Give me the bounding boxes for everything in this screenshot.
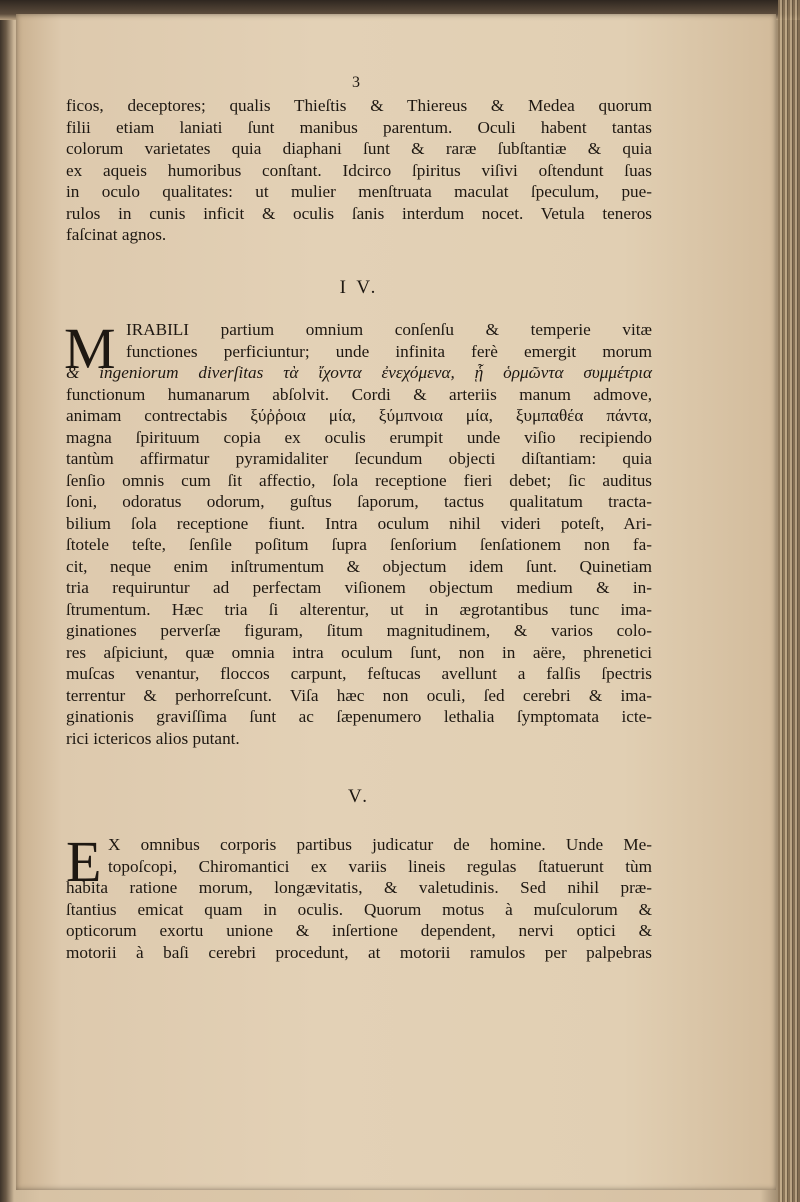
text-line: filii etiam laniati ſunt manibus parentum. Oculi habent tantas <box>66 117 652 137</box>
text-line: opticorum exortu unione & inſertione dependent, nervi optici & <box>66 921 652 940</box>
text-line: ginationes perverſæ figuram, ſitum magnitudinem, & varios colo- <box>66 621 652 640</box>
text-line: habita ratione morum, longævitatis, & valetudinis. Sed nihil præ- <box>66 878 652 897</box>
text-line: ſtrumentum. Hæc tria ſi alterentur, ut in ægrotantibus tunc ima- <box>66 599 652 619</box>
text-line: magna ſpirituum copia ex oculis erumpit unde viſio recipiendo <box>66 427 652 447</box>
text-line: ſtantius emicat quam in oculis. Quorum motus à muſculorum & <box>66 899 652 919</box>
text-line: topoſcopi, Chiromantici ex variis lineis regulas ſtatuerunt tùm <box>108 856 652 876</box>
text-line: functiones perficiuntur; unde infinita ferè emergit morum <box>126 341 652 361</box>
text-line: colorum varietates quia diaphani ſunt & raræ ſubſtantiæ & quia <box>66 139 652 158</box>
text-line: rici ictericos alios putant. <box>66 728 240 748</box>
text-line: ſoni, odoratus odorum, guſtus ſaporum, tactus qualitatum tracta- <box>66 492 652 511</box>
text-line: ex aqueis humoribus conſtant. Idcirco ſpiritus viſivi oſtendunt ſuas <box>66 160 652 180</box>
text-line: tantùm affirmatur pyramidaliter ſecundum objecti diſtantiam: quia <box>66 449 652 468</box>
text-line: in oculo qualitates: ut mulier menſtruata maculat ſpeculum, pue- <box>66 182 652 201</box>
text-line: functionum humanarum abſolvit. Cordi & arteriis manum admove, <box>66 384 652 404</box>
text-line: bilium ſola receptione fiunt. Intra oculum nihil videri poteſt, Ari- <box>66 513 652 533</box>
section-continuation <box>66 95 652 246</box>
text-line: rulos in cunis inficit & oculis ſanis interdum nocet. Vetula teneros <box>66 203 652 223</box>
text-line: faſcinat agnos. <box>66 225 167 244</box>
page-fore-edge <box>778 0 800 1202</box>
text-line: tria requiruntur ad perfectam viſionem objectum medium & in- <box>66 578 652 597</box>
drop-cap-m: M <box>64 316 116 381</box>
page-number: 3 <box>352 74 360 91</box>
drop-cap-e: E <box>66 829 102 894</box>
text-line: IRABILI partium omnium conſenſu & temperie vitæ <box>126 320 652 339</box>
text-line: ginationis graviſſima ſunt ac ſæpenumero lethalia ſymptomata icte- <box>66 707 652 726</box>
text-line: muſcas venantur, floccos carpunt, feſtucas avellunt a falſis ſpectris <box>66 664 652 683</box>
section-heading-iv: I V. <box>339 277 379 298</box>
text-line: res aſpiciunt, quæ omnia intra oculum ſunt, non in aëre, phrenetici <box>66 642 652 662</box>
text-line: ficos, deceptores; qualis Thieſtis & Thiereus & Medea quorum <box>66 96 652 115</box>
text-line: cit, neque enim inſtrumentum & objectum idem ſunt. Quinetiam <box>66 556 652 576</box>
text-line: terrentur & perhorreſcunt. Viſa hæc non oculi, ſed cerebri & ima- <box>66 685 652 705</box>
text-line: motorii à baſi cerebri procedunt, at motorii ramulos per palpebras <box>66 942 652 962</box>
text-line: & ingeniorum diverſitas τὰ ἴχοντα ἐνεχόμενα, ᾗ ὁρμῶντα συμμέτρια <box>66 363 652 382</box>
section-heading-v: V. <box>347 786 371 807</box>
section-iv-body <box>64 316 652 749</box>
text-line: X omnibus corporis partibus judicatur de homine. Unde Me- <box>108 835 652 854</box>
text-line: ſenſio omnis cum ſit affectio, ſola receptione fieri debet; ſic auditus <box>66 470 652 490</box>
text-line: animam contrectabis ξύῤῥοια μία, ξύμπνοια μία, ξυμπαθέα πάντα, <box>66 406 652 425</box>
text-line: ſtotele teſte, ſenſile poſitum ſupra ſenſorium ſenſationem non fa- <box>66 535 652 554</box>
section-v-body <box>66 829 652 963</box>
